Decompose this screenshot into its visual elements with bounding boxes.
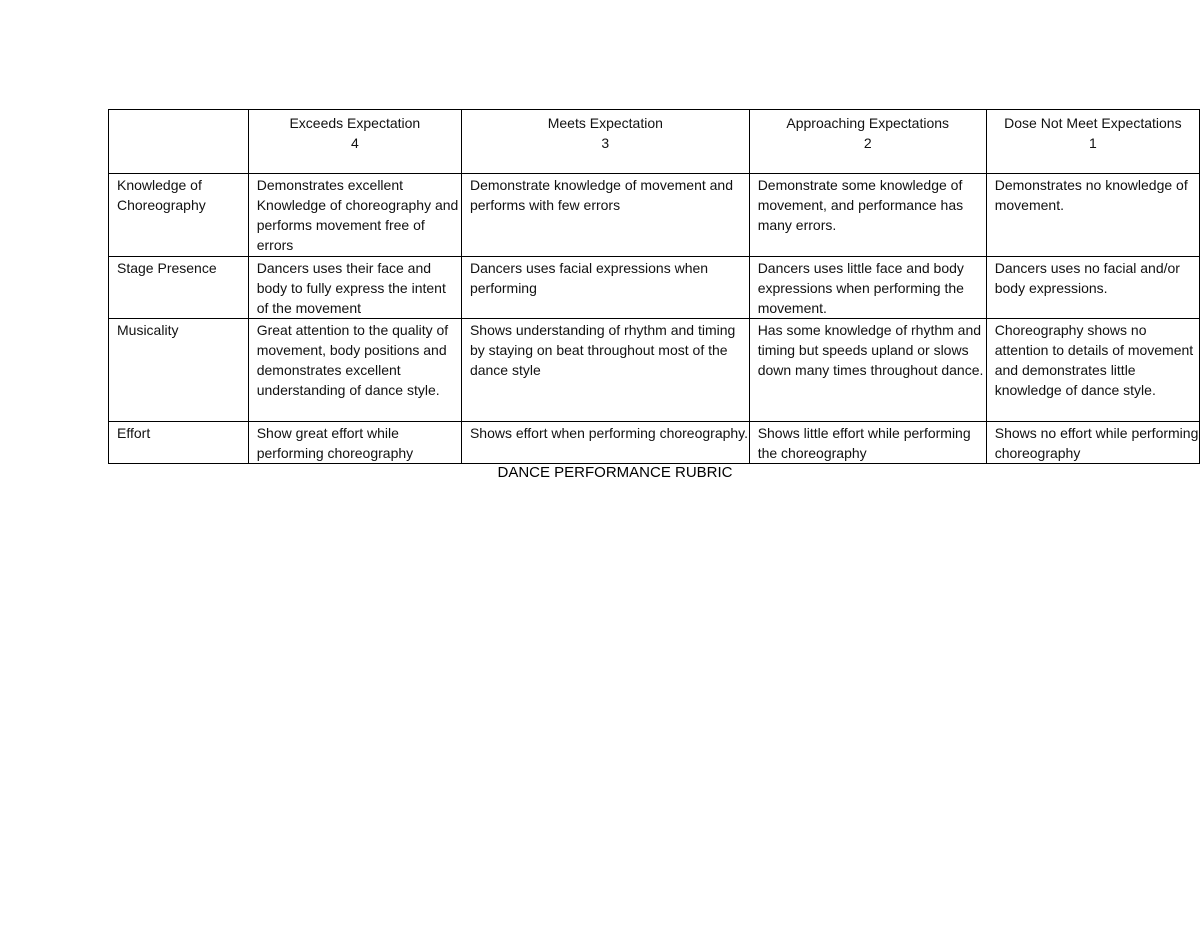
rubric-cell: Shows effort when performing choreography. bbox=[461, 422, 749, 464]
column-score: 4 bbox=[350, 135, 359, 151]
column-label: Approaching Expectations bbox=[786, 115, 950, 131]
column-label: Dose Not Meet Expectations bbox=[1004, 115, 1182, 131]
rubric-cell: Shows no effort while performing choreography bbox=[986, 422, 1199, 464]
corner-cell bbox=[109, 110, 249, 174]
rubric-cell: Demonstrates no knowledge of movement. bbox=[986, 174, 1199, 257]
table-row bbox=[109, 257, 1200, 319]
criterion-cell: Knowledge of Choreography bbox=[109, 174, 249, 257]
table-row bbox=[109, 422, 1200, 464]
rubric-cell: Shows little effort while performing the choreography bbox=[749, 422, 986, 464]
table-row bbox=[109, 174, 1200, 257]
criterion-cell: Effort bbox=[109, 422, 249, 464]
rubric-cell: Shows understanding of rhythm and timing by staying on beat throughout most of the dance style bbox=[461, 319, 749, 422]
header-exceeds bbox=[248, 110, 461, 174]
rubric-cell: Demonstrate some knowledge of movement, and performance has many errors. bbox=[749, 174, 986, 257]
column-label: Meets Expectation bbox=[547, 115, 663, 131]
column-score: 2 bbox=[863, 135, 872, 151]
rubric-cell: Has some knowledge of rhythm and timing but speeds upland or slows down many times throughout dance. bbox=[749, 319, 986, 422]
header-row bbox=[109, 110, 1200, 174]
rubric-cell: Demonstrates excellent Knowledge of choreography and performs movement free of errors bbox=[248, 174, 461, 257]
table-row bbox=[109, 319, 1200, 422]
rubric-cell: Choreography shows no attention to details of movement and demonstrates little knowledge of dance style. bbox=[986, 319, 1199, 422]
page-title: DANCE PERFORMANCE RUBRIC bbox=[497, 464, 733, 481]
column-score: 3 bbox=[601, 135, 610, 151]
column-score: 1 bbox=[1088, 135, 1097, 151]
rubric-cell: Dancers uses facial expressions when performing bbox=[461, 257, 749, 319]
rubric-cell: Dancers uses no facial and/or body expressions. bbox=[986, 257, 1199, 319]
rubric-table bbox=[108, 109, 1200, 464]
rubric-cell: Dancers uses their face and body to fully express the intent of the movement bbox=[248, 257, 461, 319]
rubric-cell: Demonstrate knowledge of movement and performs with few errors bbox=[461, 174, 749, 257]
column-label: Exceeds Expectation bbox=[289, 115, 421, 131]
header-does-not-meet bbox=[986, 110, 1199, 174]
rubric-cell: Great attention to the quality of movement, body positions and demonstrates excellent understanding of dance style. bbox=[248, 319, 461, 422]
header-meets bbox=[461, 110, 749, 174]
rubric-cell: Show great effort while performing choreography bbox=[248, 422, 461, 464]
header-approaching bbox=[749, 110, 986, 174]
rubric-cell: Dancers uses little face and body expressions when performing the movement. bbox=[749, 257, 986, 319]
criterion-cell: Musicality bbox=[109, 319, 249, 422]
criterion-cell: Stage Presence bbox=[109, 257, 249, 319]
